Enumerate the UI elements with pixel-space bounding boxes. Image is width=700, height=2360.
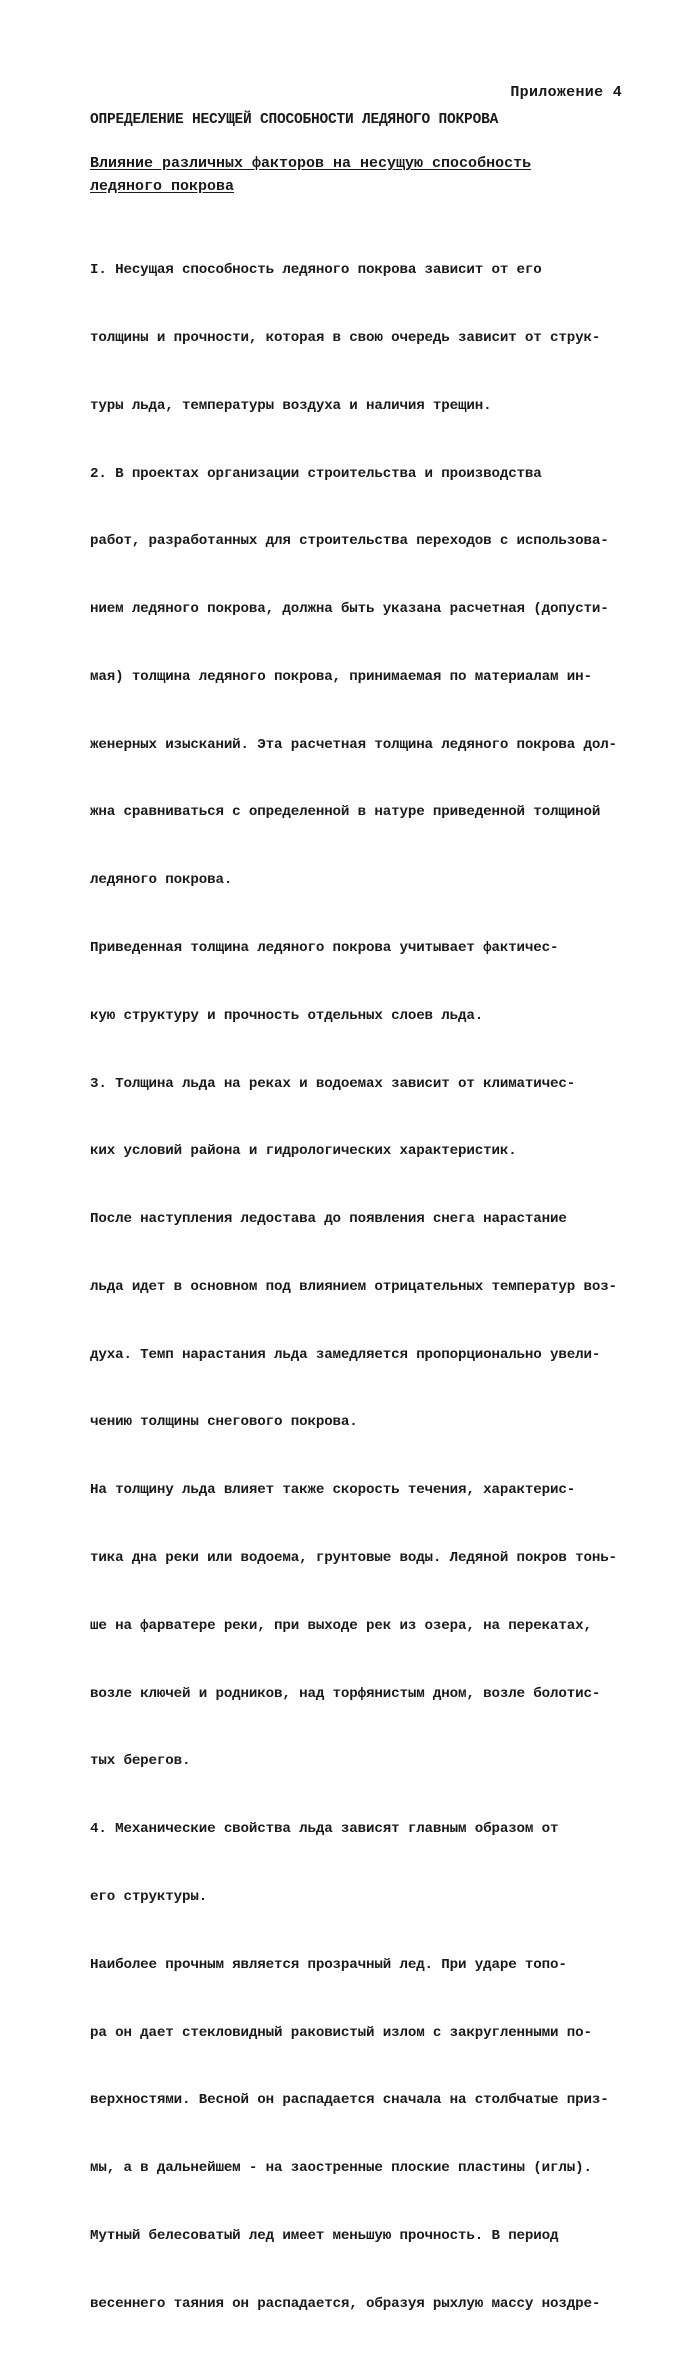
text-line: мы, а в дальнейшем - на заостренные плоские пластины (иглы).	[90, 2160, 592, 2177]
text-line: мая) толщина ледяного покрова, принимаемая по материалам ин-	[90, 668, 592, 685]
text-line: Наиболее прочным является прозрачный лед. При ударе топо-	[90, 1956, 567, 1973]
text-line: женерных изысканий. Эта расчетная толщина ледяного покрова дол-	[90, 736, 617, 753]
appendix-label: Приложение 4	[510, 84, 622, 101]
text-line: толщины и прочности, которая в свою очередь зависит от струк-	[90, 329, 601, 346]
text-line: тика дна реки или водоема, грунтовые воды. Ледяной покров тонь-	[90, 1550, 617, 1567]
text-line: весеннего таяния он распадается, образуя рыхлую массу ноздре-	[90, 2295, 601, 2312]
text-line: 2. В проектах организации строительства и производства	[90, 465, 542, 482]
text-line: работ, разработанных для строительства переходов с использова-	[90, 533, 609, 550]
page-title: ОПРЕДЕЛЕНИЕ НЕСУЩЕЙ СПОСОБНОСТИ ЛЕДЯНОГО ПОКРОВА	[90, 112, 499, 128]
text-line: На толщину льда влияет также скорость течения, характерис-	[90, 1482, 576, 1499]
text-line: верхностями. Весной он распадается сначала на столбчатые приз-	[90, 2092, 609, 2109]
text-line: жна сравниваться с определенной в натуре приведенной толщиной	[90, 804, 601, 821]
text-line: ких условий района и гидрологических характеристик.	[90, 1143, 517, 1160]
text-line: ра он дает стекловидный раковистый излом с закругленными по-	[90, 2024, 592, 2041]
text-line: его структуры.	[90, 1888, 208, 1905]
text-line: 4. Механические свойства льда зависят главным образом от	[90, 1821, 559, 1838]
section-heading	[90, 152, 560, 198]
text-line: ледяного покрова.	[90, 872, 233, 889]
text-line: I. Несущая способность ледяного покрова зависит от его	[90, 262, 542, 279]
text-line: возле ключей и родников, над торфянистым дном, возле болотис-	[90, 1685, 601, 1702]
text-line: льда идет в основном под влиянием отрицательных температур воз-	[90, 1278, 617, 1295]
text-line: туры льда, температуры воздуха и наличия трещин.	[90, 397, 492, 414]
text-line: После наступления ледостава до появления снега нарастание	[90, 1211, 567, 1228]
body-text	[90, 214, 645, 2360]
text-line: Приведенная толщина ледяного покрова учитывает фактичес-	[90, 940, 559, 956]
text-line: тых берегов.	[90, 1753, 191, 1770]
text-line: Мутный белесоватый лед имеет меньшую прочность. В период	[90, 2227, 559, 2244]
section-heading-line: ледяного покрова	[90, 178, 235, 195]
text-line: нием ледяного покрова, должна быть указана расчетная (допусти-	[90, 601, 609, 618]
text-line: кую структуру и прочность отдельных слоев льда.	[90, 1007, 484, 1024]
text-line: 3. Толщина льда на реках и водоемах зависит от климатичес-	[90, 1075, 576, 1092]
section-heading-line: Влияние различных факторов на несущую способность	[90, 155, 532, 172]
text-line: ше на фарватере реки, при выходе рек из озера, на перекатах,	[90, 1617, 592, 1634]
text-line: духа. Темп нарастания льда замедляется пропорционально увели-	[90, 1346, 601, 1363]
text-line: чению толщины снегового покрова.	[90, 1414, 358, 1431]
